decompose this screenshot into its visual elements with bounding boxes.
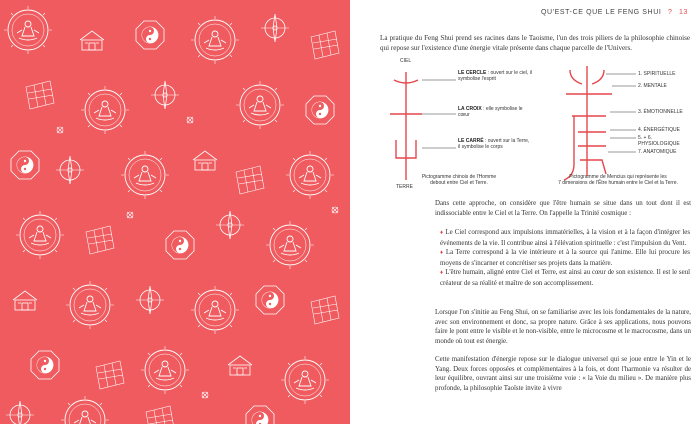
earth-label: TERRE [396,184,413,190]
pattern-medal-icon [61,396,109,424]
caption-right-line2: 7 dimensions de l'Être humain entre le Ciel et la Terre. [558,180,678,187]
pattern-medal-icon [286,151,334,199]
pattern-yinyang-icon [306,96,334,124]
pattern-medal-icon [4,6,52,54]
annotation-circle-title: LE CERCLE [458,70,487,76]
pattern-medal-icon [141,346,189,394]
pattern-yinyang-icon [136,21,164,49]
paragraph-trinity: Dans cette approche, on considère que l'être humain se situe dans un tout dont il est indissociable entre le Ciel et la Terre. On l'appelle la Trinité cosmique : [435,200,691,217]
running-header [541,9,688,16]
chapter-title: QU'EST-CE QUE LE FENG SHUI [541,9,662,16]
human-pictogram-icon [390,72,422,180]
paragraph-yin-yang: Cette manifestation d'énergie repose sur le dialogue universel qui se joue entre le Yin et le Yang. Deux forces opposées et complémentaires à la fois, et dont l'harmonie va résulter de leur équilibre, ouvrant ainsi sur une troisième voie : « la Voie du milieu ». De manière plus profonde, la philosophie Taoïste invite à vivre [435,356,691,392]
pattern-medal-icon [236,81,284,129]
pattern-medal-icon [121,151,169,199]
annotation-cross-title: LA CROIX [458,106,482,112]
pattern-grid-icon [311,296,339,324]
pattern-compass-icon [56,156,84,184]
annotation-square-text: : ouvert sur la Terre, il symbolise le corps [458,138,530,151]
list-item-text: Le Ciel correspond aux impulsions immatérielles, à la vision et à la façon d'intégrer les événements de la vie. Il contribue ainsi à l'élévation spirituelle : c'est l'impulsion du Vent. [440,229,690,247]
pattern-grid-icon [86,226,114,254]
list-item [440,228,690,248]
pattern-compass-icon [136,286,164,314]
annotation-square-title: LE CARRÉ [458,138,484,144]
level-mental: 2. MENTALE [638,83,667,89]
text-page [350,0,700,424]
pattern-house-icon [80,31,104,50]
pattern-compass-icon [216,211,244,239]
list-item [440,268,690,288]
pattern-medal-icon [266,221,314,269]
pattern-grid-icon [146,406,174,424]
paragraph-initiation: Lorsque l'on s'initie au Feng Shui, on se familiarise avec les lois fondamentales de la nature, avec son environnement et donc, sa propre nature. Grâce à ses applications, nous pouvons faire le pont entre le visible et le non-visible, entre le microcosme et le macrocosme, dans un monde où tout est énergie. [435,309,691,345]
pattern-yinyang-icon [11,151,39,179]
pattern-medal-icon [81,86,129,134]
annotation-circle-text: : ouvert sur le ciel, il symbolise l'esprit [458,70,532,83]
pattern-grid-icon [96,361,124,389]
annotation-square [458,138,532,150]
annotation-circle [458,70,532,82]
pattern-house-icon [193,151,217,170]
caption-left-line1: Pictogramme chinois de l'Homme [421,174,497,180]
pattern-small-icon [127,212,133,218]
page-number: 13 [679,9,688,16]
pattern-medal-icon [16,211,64,259]
mencius-pictogram-icon [564,66,612,180]
pattern-yinyang-icon [246,406,274,424]
annotation-cross-text: : elle symbolise le cœur [458,106,523,119]
pattern-compass-icon [151,81,179,109]
pattern-medal-icon [191,286,239,334]
pattern-yinyang-icon [31,351,59,379]
pattern-yinyang-icon [256,286,284,314]
pattern-compass-icon [261,14,289,42]
pictograms-figure [374,56,694,196]
level-energetic: 4. ÉNERGÉTIQUE [638,127,680,133]
diamond-bullet-icon: ♦ [440,230,444,236]
diamond-bullet-icon: ♦ [440,250,444,257]
pattern-house-icon [13,291,37,310]
left-leader-lines [422,80,456,148]
pattern-grid-icon [236,166,264,194]
pattern-grid-icon [26,81,54,109]
level-spiritual: 1. SPIRITUELLE [638,71,676,77]
caption-right-line1: Pictogramme de Mencius qui représente les [569,174,667,180]
pattern-small-icon [57,127,63,133]
caption-left [374,174,544,187]
intro-paragraph: La pratique du Feng Shui prend ses racines dans le Taoisme, l'un des trois piliers de la philosophie chinoise qui repose sur l'existence d'une énergie vitale présente dans chaque parcelle de l'Univers. [380,34,690,53]
trinity-list [440,228,690,289]
pattern-small-icon [332,207,338,213]
page-separator: ? [667,9,673,16]
pattern-grid-icon [311,31,339,59]
pattern-medal-icon [281,356,329,404]
pattern-medal-icon [66,281,114,329]
caption-left-line2: debout entre Ciel et Terre. [430,180,488,187]
pattern-small-icon [187,117,193,123]
pattern-house-icon [228,356,252,375]
list-item-text: La Terre correspond à la vie intérieure et à la source qui l'anime. Elle lui procure les moyens de s'incarner et concrétiser ses projets dans la matière. [440,249,690,267]
annotation-cross [458,106,532,118]
level-anatomical: 7. ANATOMIQUE [638,149,677,155]
pattern-compass-icon [6,401,34,424]
level-physiological: 5. + 6. PHYSIOLOGIQUE [638,135,680,148]
pattern-yinyang-icon [166,231,194,259]
right-leader-lines [606,74,636,152]
sky-label: CIEL [400,58,412,64]
pattern-medal-icon [191,16,239,64]
diamond-bullet-icon: ♦ [440,270,444,277]
caption-right [542,174,694,187]
list-item [440,248,690,268]
pattern-small-icon [202,392,208,398]
level-emotional: 3. ÉMOTIONNELLE [638,109,683,115]
list-item-text: L'être humain, aligné entre Ciel et Terre, est ainsi au cœur de son existence. Il est le seul créateur de sa réalité et maître de son accomplissement. [440,269,690,287]
